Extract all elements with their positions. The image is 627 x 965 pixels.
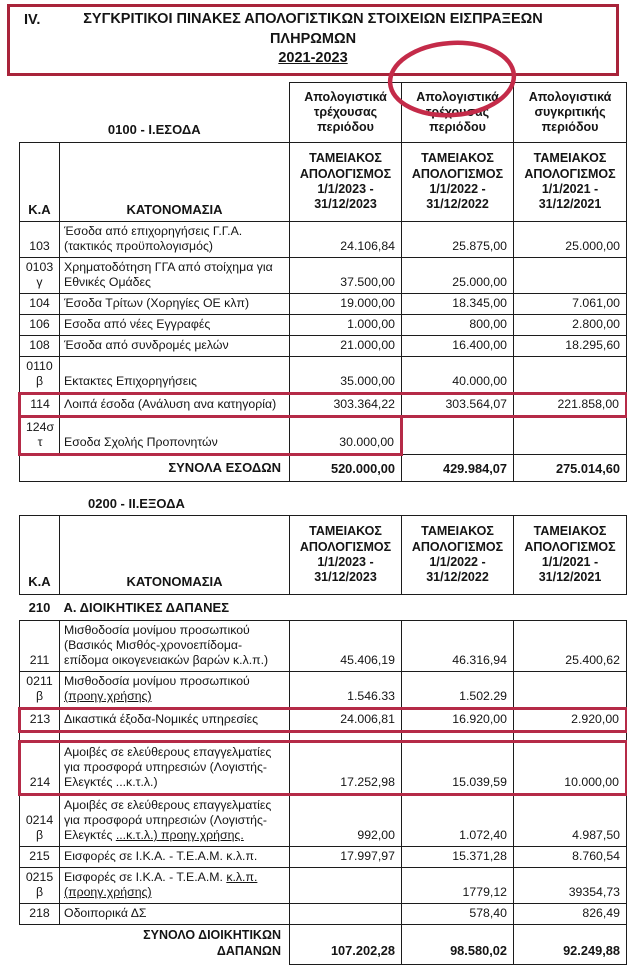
table-row bbox=[20, 258, 627, 294]
cell-label bbox=[60, 258, 290, 294]
value-column-header: ΤΑΜΕΙΑΚΟΣ ΑΠΟΛΟΓΙΣΜΟΣ 1/1/2022 - 31/12/2022 bbox=[402, 516, 514, 595]
table-gap-row bbox=[20, 732, 627, 742]
cell-label-text: Αμοιβές σε ελεύθερους επαγγελματίες για προσφορά υπηρεσιών (Λογιστής-Ελεγκτές ...κ.τ.λ.) bbox=[64, 745, 272, 790]
cell-label-underlined-text: (προηγ.χρήσης) bbox=[64, 689, 152, 704]
table-row bbox=[20, 709, 627, 732]
cell-value: 46.316,94 bbox=[402, 621, 514, 672]
table-row bbox=[20, 394, 627, 417]
totals-label: ΣΥΝΟΛΑ ΕΣΟΔΩΝ bbox=[20, 455, 290, 482]
value-column-header: ΤΑΜΕΙΑΚΟΣ ΑΠΟΛΟΓΙΣΜΟΣ 1/1/2022 - 31/12/2022 bbox=[402, 143, 514, 222]
code-column-header: Κ.Α bbox=[20, 516, 60, 595]
value-column-header: ΤΑΜΕΙΑΚΟΣ ΑΠΟΛΟΓΙΣΜΟΣ 1/1/2021 - 31/12/2021 bbox=[514, 516, 627, 595]
value-column-header: ΤΑΜΕΙΑΚΟΣ ΑΠΟΛΟΓΙΣΜΟΣ 1/1/2023 - 31/12/2023 bbox=[290, 143, 402, 222]
cell-value bbox=[514, 258, 627, 294]
totals-value: 92.249,88 bbox=[514, 925, 627, 965]
cell-value: 16.400,00 bbox=[402, 336, 514, 357]
spacer-cell bbox=[402, 732, 514, 742]
cell-value: 19.000,00 bbox=[290, 294, 402, 315]
cell-code: 0214β bbox=[20, 795, 60, 847]
cell-value: 1779,12 bbox=[402, 868, 514, 904]
cell-value: 303.564,07 bbox=[402, 394, 514, 417]
table-row bbox=[20, 742, 627, 795]
table-row bbox=[20, 904, 627, 925]
cell-value bbox=[514, 672, 627, 709]
cell-label-text: Εισφορές σε Ι.Κ.Α. - Τ.Ε.Α.Μ. bbox=[64, 870, 223, 885]
spacer-cell bbox=[514, 732, 627, 742]
cell-value: 7.061,00 bbox=[514, 294, 627, 315]
cell-value: 1.546.33 bbox=[290, 672, 402, 709]
page-title: ΣΥΓΚΡΙΤΙΚΟΙ ΠΙΝΑΚΕΣ ΑΠΟΛΟΓΙΣΤΙΚΩΝ ΣΤΟΙΧΕΙΩΝ ΕΙΣΠΡΑΞΕΩΝ ΠΛΗΡΩΜΩΝ bbox=[83, 11, 543, 47]
cell-value: 40.000,00 bbox=[402, 357, 514, 394]
cell-label-text: Έσοδα από επιχορηγήσεις Γ.Γ.Α. (τακτικός προϋπολογισμός) bbox=[64, 224, 243, 254]
cell-label bbox=[60, 904, 290, 925]
cell-code: 114 bbox=[20, 394, 60, 417]
cell-label bbox=[60, 417, 290, 455]
cell-value bbox=[290, 868, 402, 904]
cell-label-text: Εσοδα από νέες Εγγραφές bbox=[64, 317, 211, 332]
cell-value: 303.364,22 bbox=[290, 394, 402, 417]
cell-value: 30.000,00 bbox=[290, 417, 402, 455]
spacer-cell bbox=[20, 732, 60, 742]
cell-label-text: Μισθοδοσία μονίμου προσωπικού (Βασικός Μισθός-χρονοεπίδομα-επίδομα οικογενειακών βαρών κ.λ.π.) bbox=[64, 623, 269, 668]
cell-value bbox=[402, 417, 514, 455]
table-row bbox=[20, 672, 627, 709]
cell-label-text: Λοιπά έσοδα (Ανάλυση ανα κατηγορία) bbox=[64, 397, 277, 412]
column-header-row bbox=[20, 516, 627, 595]
totals-value: 520.000,00 bbox=[290, 455, 402, 482]
cell-value: 10.000,00 bbox=[514, 742, 627, 795]
totals-value: 275.014,60 bbox=[514, 455, 627, 482]
cell-value: 25.000,00 bbox=[402, 258, 514, 294]
cell-value: 578,40 bbox=[402, 904, 514, 925]
table-row bbox=[20, 868, 627, 904]
expense-section-label: 0200 - ΙΙ.ΕΞΟΔΑ bbox=[88, 496, 185, 512]
cell-label bbox=[60, 709, 290, 732]
cell-code: 124στ bbox=[20, 417, 60, 455]
cell-value: 992,00 bbox=[290, 795, 402, 847]
cell-label bbox=[60, 847, 290, 868]
cell-code: 215 bbox=[20, 847, 60, 868]
cell-value: 25.000,00 bbox=[514, 222, 627, 258]
cell-value: 25.400,62 bbox=[514, 621, 627, 672]
cell-label-text: Εισφορές σε Ι.Κ.Α. - Τ.Ε.Α.Μ. κ.λ.π. bbox=[64, 849, 258, 864]
cell-label bbox=[60, 394, 290, 417]
cell-value: 39354,73 bbox=[514, 868, 627, 904]
totals-value: 429.984,07 bbox=[402, 455, 514, 482]
spacer-cell bbox=[290, 732, 402, 742]
cell-code: 0103γ bbox=[20, 258, 60, 294]
cell-code: 218 bbox=[20, 904, 60, 925]
cell-value: 2.920,00 bbox=[514, 709, 627, 732]
cell-label-text: Έσοδα από συνδρομές μελών bbox=[64, 338, 229, 353]
cell-value: 826,49 bbox=[514, 904, 627, 925]
cell-code: 104 bbox=[20, 294, 60, 315]
cell-value: 24.106,84 bbox=[290, 222, 402, 258]
cell-code: 0211β bbox=[20, 672, 60, 709]
cell-code: 214 bbox=[20, 742, 60, 795]
cell-label-text: Εσοδα Σχολής Προπονητών bbox=[64, 435, 218, 450]
value-column-header: ΤΑΜΕΙΑΚΟΣ ΑΠΟΛΟΓΙΣΜΟΣ 1/1/2021 - 31/12/2021 bbox=[514, 143, 627, 222]
cell-value: 16.920,00 bbox=[402, 709, 514, 732]
cell-label bbox=[60, 868, 290, 904]
code-column-header: Κ.Α bbox=[20, 143, 60, 222]
cell-label bbox=[60, 672, 290, 709]
section-title: Α. ΔΙΟΙΚΗΤΙΚΕΣ ΔΑΠΑΝΕΣ bbox=[63, 600, 229, 616]
cell-value: 24.006,81 bbox=[290, 709, 402, 732]
period-header-row bbox=[20, 82, 627, 143]
cell-label bbox=[60, 222, 290, 258]
income-table-wrap bbox=[0, 82, 627, 483]
document-page bbox=[0, 4, 627, 959]
cell-label bbox=[60, 621, 290, 672]
cell-label-text: Μισθοδοσία μονίμου προσωπικού bbox=[64, 674, 250, 689]
cell-code: 213 bbox=[20, 709, 60, 732]
title-years: 2021-2023 bbox=[278, 50, 348, 67]
cell-value: 17.252,98 bbox=[290, 742, 402, 795]
cell-label-text: Δικαστικά έξοδα-Νομικές υπηρεσίες bbox=[64, 712, 259, 727]
cell-value: 221.858,00 bbox=[514, 394, 627, 417]
cell-value: 37.500,00 bbox=[290, 258, 402, 294]
cell-label-underlined-text: κ.λ.π. (προηγ.χρήσης) bbox=[64, 870, 258, 900]
name-column-header: ΚΑΤΟΝΟΜΑΣΙΑ bbox=[60, 516, 290, 595]
cell-code: 0110β bbox=[20, 357, 60, 394]
expense-table bbox=[18, 515, 627, 965]
cell-value: 1.502.29 bbox=[402, 672, 514, 709]
cell-code: 211 bbox=[20, 621, 60, 672]
value-column-header: ΤΑΜΕΙΑΚΟΣ ΑΠΟΛΟΓΙΣΜΟΣ 1/1/2023 - 31/12/2023 bbox=[290, 516, 402, 595]
cell-label bbox=[60, 742, 290, 795]
income-table bbox=[18, 82, 627, 483]
period-header-cell: Απολογιστικά τρέχουσας περιόδου bbox=[402, 82, 514, 143]
table-row bbox=[20, 336, 627, 357]
totals-label: ΣΥΝΟΛΟ ΔΙΟΙΚΗΤΙΚΩΝ ΔΑΠΑΝΩΝ bbox=[143, 928, 281, 958]
section-row bbox=[20, 595, 627, 621]
title-box bbox=[7, 4, 619, 76]
cell-label bbox=[60, 795, 290, 847]
column-header-row bbox=[20, 143, 627, 222]
cell-value: 4.987,50 bbox=[514, 795, 627, 847]
table-row bbox=[20, 222, 627, 258]
totals-value: 107.202,28 bbox=[290, 925, 402, 965]
cell-value: 15.371,28 bbox=[402, 847, 514, 868]
period-header-cell: Απολογιστικά συγκριτικής περιόδου bbox=[514, 82, 627, 143]
cell-value: 25.875,00 bbox=[402, 222, 514, 258]
table-row bbox=[20, 315, 627, 336]
cell-label-text: Οδοιπορικά ΔΣ bbox=[64, 906, 147, 921]
cell-label bbox=[60, 315, 290, 336]
section-code: 210 bbox=[28, 600, 51, 616]
cell-value bbox=[290, 904, 402, 925]
cell-value: 1.000,00 bbox=[290, 315, 402, 336]
cell-value: 1.072,40 bbox=[402, 795, 514, 847]
cell-code: 108 bbox=[20, 336, 60, 357]
table-row bbox=[20, 847, 627, 868]
spacer-cell bbox=[60, 732, 290, 742]
cell-value: 18.345,00 bbox=[402, 294, 514, 315]
cell-value: 8.760,54 bbox=[514, 847, 627, 868]
cell-value: 17.997,97 bbox=[290, 847, 402, 868]
cell-value: 18.295,60 bbox=[514, 336, 627, 357]
cell-value: 2.800,00 bbox=[514, 315, 627, 336]
period-header-cell: Απολογιστικά τρέχουσας περιόδου bbox=[290, 82, 402, 143]
totals-row bbox=[20, 925, 627, 965]
cell-code: 106 bbox=[20, 315, 60, 336]
cell-value: 35.000,00 bbox=[290, 357, 402, 394]
cell-value bbox=[514, 357, 627, 394]
title-number: IV. bbox=[24, 12, 41, 28]
cell-value: 15.039,59 bbox=[402, 742, 514, 795]
table-row bbox=[20, 795, 627, 847]
table-row bbox=[20, 621, 627, 672]
cell-value: 800,00 bbox=[402, 315, 514, 336]
table-section-code: 0100 - Ι.ΕΣΟΔΑ bbox=[107, 121, 201, 137]
cell-value bbox=[514, 417, 627, 455]
cell-label-text: Χρηματοδότηση ΓΓΑ από στοίχημα για Εθνικές Ομάδες bbox=[64, 260, 273, 290]
cell-label bbox=[60, 336, 290, 357]
cell-value: 45.406,19 bbox=[290, 621, 402, 672]
cell-label-text: Έσοδα Τρίτων (Χορηγίες ΟΕ κλπ) bbox=[64, 296, 250, 311]
table-row bbox=[20, 417, 627, 455]
cell-label bbox=[60, 357, 290, 394]
cell-code: 0215β bbox=[20, 868, 60, 904]
totals-value: 98.580,02 bbox=[402, 925, 514, 965]
cell-label bbox=[60, 294, 290, 315]
name-column-header: ΚΑΤΟΝΟΜΑΣΙΑ bbox=[60, 143, 290, 222]
cell-label-text: Εκτακτες Επιχορηγήσεις bbox=[64, 374, 197, 389]
table-row bbox=[20, 294, 627, 315]
cell-value: 21.000,00 bbox=[290, 336, 402, 357]
cell-code: 103 bbox=[20, 222, 60, 258]
table-row bbox=[20, 357, 627, 394]
totals-row bbox=[20, 455, 627, 482]
cell-label-underlined-text: ...κ.τ.λ.) προηγ.χρήσης. bbox=[115, 828, 244, 843]
cell-label-text: Αμοιβές σε ελεύθερους επαγγελματίες για προσφορά υπηρεσιών (Λογιστής-Ελεγκτές bbox=[64, 798, 272, 843]
